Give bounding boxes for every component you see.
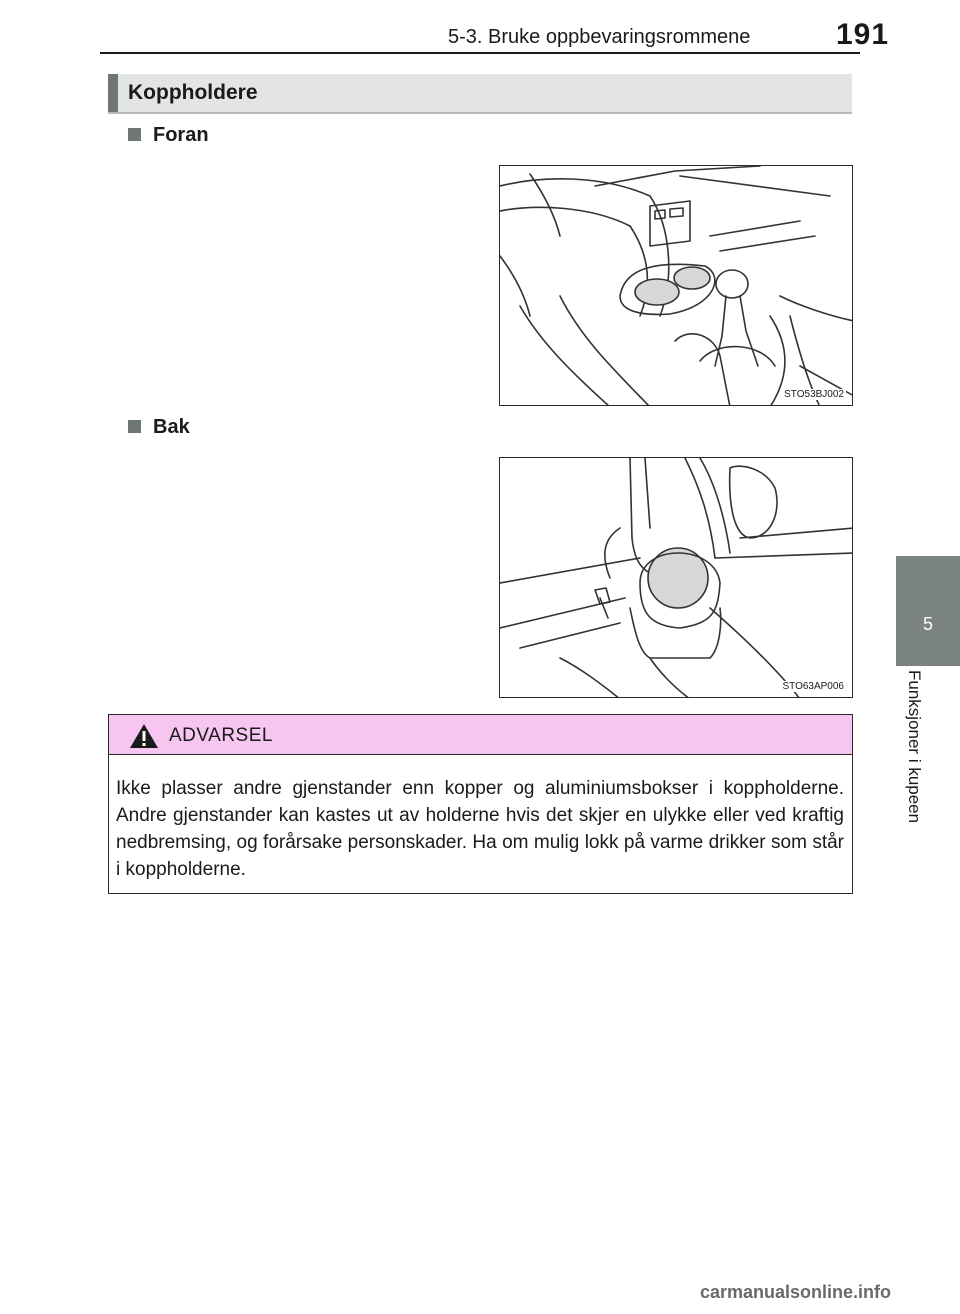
square-bullet-icon: [128, 128, 141, 141]
figure-rear-code: STO63AP006: [782, 681, 844, 692]
chapter-title: Funksjoner i kupeen: [905, 670, 924, 824]
square-bullet-icon: [128, 420, 141, 433]
figure-front-code: STO53BJ002: [784, 389, 844, 400]
subhead-rear-label: Bak: [153, 416, 190, 438]
header-rule: [100, 52, 860, 54]
subhead-front-label: Foran: [153, 124, 209, 146]
chapter-tab: [896, 556, 960, 666]
warning-title: ADVARSEL: [169, 725, 273, 746]
subhead-front: [128, 124, 209, 147]
figure-rear-cupholder: [499, 457, 853, 698]
chapter-number: 5: [922, 614, 933, 634]
subhead-rear: [128, 416, 190, 439]
section-title: 5-3. Bruke oppbevaringsrommene: [448, 26, 751, 48]
section-heading: Koppholdere: [128, 81, 258, 104]
warning-text: Ikke plasser andre gjenstander enn kopper og aluminiumsbokser i koppholderne. Andre gjenstander kan kastes ut av holderne hvis det skjer en ulykke eller ved kraftig nedbremsing, og forårsake personskader. Ha om mulig lokk på varme drikker som står i koppholderne.: [116, 778, 844, 880]
figure-front-cupholder: [499, 165, 853, 406]
heading-accent: [108, 74, 118, 112]
warning-box: [108, 714, 853, 894]
watermark: carmanualsonline.info: [700, 1282, 892, 1302]
chapter-title-vertical: [904, 670, 928, 860]
heading-underline: [108, 112, 852, 114]
front-cupholder-illustration: [500, 166, 853, 406]
warning-triangle-icon: [129, 723, 159, 749]
warning-header: [109, 715, 852, 755]
section-heading-bar: [108, 74, 852, 112]
rear-cupholder-illustration: [500, 458, 853, 698]
page-number: 191: [836, 18, 890, 51]
